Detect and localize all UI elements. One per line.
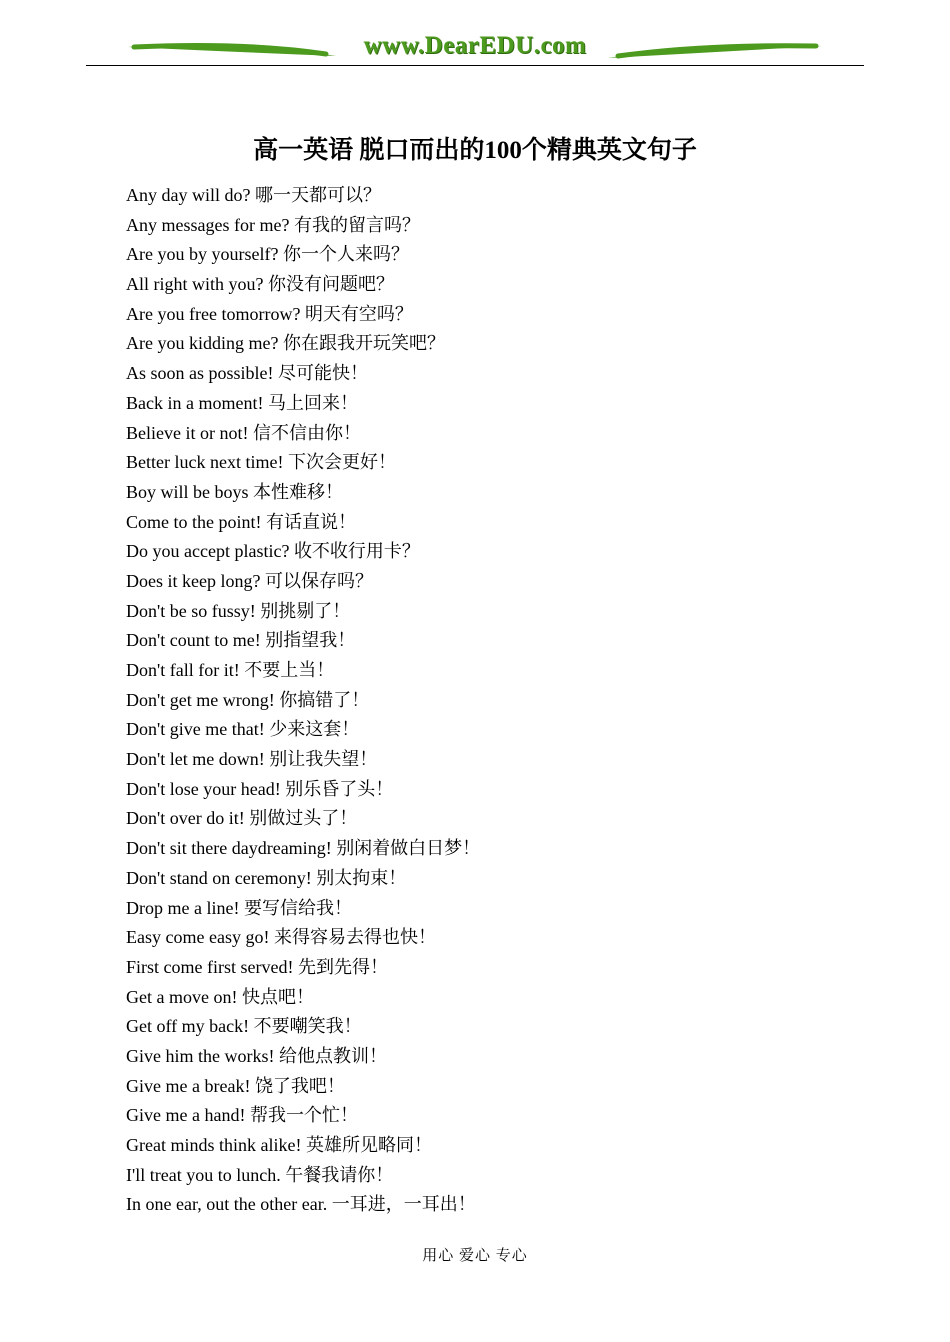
phrase-item xyxy=(126,567,480,597)
phrase-chinese: 饶了我吧！ xyxy=(254,1075,345,1096)
phrase-english: Don't count to me! xyxy=(126,630,261,651)
phrase-chinese: 别挑剔了！ xyxy=(260,600,351,621)
phrase-chinese: 收不收行用卡？ xyxy=(293,541,420,562)
phrase-chinese: 帮我一个忙！ xyxy=(249,1105,358,1126)
phrase-item xyxy=(126,211,480,241)
phrase-item xyxy=(126,923,480,953)
phrase-english: Don't give me that! xyxy=(126,719,265,740)
phrase-english: Are you kidding me? xyxy=(126,333,279,354)
phrase-item xyxy=(126,329,480,359)
phrase-english: Any day will do? xyxy=(126,185,251,205)
phrase-english: As soon as possible! xyxy=(126,363,274,384)
phrase-english: Don't get me wrong! xyxy=(126,689,275,710)
phrase-chinese: 别乐昏了头！ xyxy=(285,778,394,799)
phrase-item xyxy=(126,270,480,300)
phrase-chinese: 少来这套！ xyxy=(269,719,360,740)
phrase-item xyxy=(126,715,480,745)
phrase-english: Don't sit there daydreaming! xyxy=(126,838,332,859)
phrase-list xyxy=(126,181,480,1220)
phrase-chinese: 你搞错了！ xyxy=(279,689,370,710)
phrase-chinese: 不要嘲笑我！ xyxy=(253,1016,362,1037)
phrase-english: Easy come easy go! xyxy=(126,927,270,948)
phrase-chinese: 下次会更好！ xyxy=(287,452,396,473)
phrase-chinese: 可以保存吗？ xyxy=(264,570,373,591)
phrase-chinese: 给他点教训！ xyxy=(278,1045,387,1066)
phrase-english: Don't fall for it! xyxy=(126,660,240,680)
document-title: 高一英语 脱口而出的100个精典英文句子 xyxy=(253,137,697,164)
phrase-english: Believe it or not! xyxy=(126,422,249,443)
phrase-english: Don't over do it! xyxy=(126,808,245,829)
phrase-item xyxy=(126,1101,480,1131)
phrase-item xyxy=(126,300,480,330)
phrase-english: Back in a moment! xyxy=(126,392,264,413)
phrase-item xyxy=(126,953,480,983)
phrase-english: Don't stand on ceremony! xyxy=(126,867,312,888)
phrase-english: Come to the point! xyxy=(126,511,262,532)
phrase-chinese: 你一个人来吗？ xyxy=(282,244,409,265)
phrase-english: Give me a hand! xyxy=(126,1105,246,1126)
phrase-english: Get off my back! xyxy=(126,1016,250,1037)
phrase-item xyxy=(126,181,480,211)
page-header xyxy=(86,30,864,68)
phrase-chinese: 来得容易去得也快！ xyxy=(273,927,436,948)
phrase-item xyxy=(126,448,480,478)
phrase-chinese: 明天有空吗？ xyxy=(304,303,413,324)
phrase-chinese: 尽可能快！ xyxy=(278,363,368,384)
phrase-item xyxy=(126,508,480,538)
phrase-chinese: 马上回来！ xyxy=(267,392,358,413)
site-logo-text: www.DearEDU.com xyxy=(363,32,587,59)
phrase-chinese: 你在跟我开玩笑吧？ xyxy=(282,333,445,354)
phrase-english: Don't lose your head! xyxy=(126,778,281,799)
phrase-item xyxy=(126,834,480,864)
phrase-english: All right with you? xyxy=(126,274,264,295)
phrase-chinese: 午餐我请你！ xyxy=(285,1164,394,1185)
phrase-item xyxy=(126,745,480,775)
phrase-english: Don't be so fussy! xyxy=(126,600,256,621)
phrase-english: Boy will be boys xyxy=(126,481,249,502)
phrase-english: Drop me a line! xyxy=(126,897,240,918)
header-divider xyxy=(86,65,864,66)
phrase-chinese: 别太拘束！ xyxy=(316,867,407,888)
phrase-english: Better luck next time! xyxy=(126,452,284,473)
phrase-item xyxy=(126,1161,480,1191)
phrase-english: I'll treat you to lunch. xyxy=(126,1164,281,1185)
phrase-item xyxy=(126,983,480,1013)
phrase-item xyxy=(126,1072,480,1102)
phrase-chinese: 别做过头了！ xyxy=(249,808,358,829)
phrase-chinese: 有我的留言吗？ xyxy=(293,214,420,235)
phrase-item xyxy=(126,419,480,449)
phrase-chinese: 先到先得！ xyxy=(297,956,388,977)
phrase-item xyxy=(126,1131,480,1161)
phrase-english: Are you free tomorrow? xyxy=(126,303,301,324)
phrase-chinese: 你没有问题吧？ xyxy=(268,274,394,295)
phrase-item xyxy=(126,240,480,270)
phrase-item xyxy=(126,1012,480,1042)
phrase-chinese: 别让我失望！ xyxy=(269,749,378,770)
phrase-chinese: 别指望我！ xyxy=(265,630,356,651)
phrase-english: Give me a break! xyxy=(126,1075,251,1096)
phrase-chinese: 不要上当！ xyxy=(244,660,335,680)
phrase-chinese: 本性难移！ xyxy=(253,481,344,502)
phrase-item xyxy=(126,626,480,656)
phrase-item xyxy=(126,1190,480,1220)
phrase-item xyxy=(126,359,480,389)
page-footer: 用心 爱心 专心 xyxy=(422,1248,528,1264)
phrase-english: Give him the works! xyxy=(126,1045,275,1066)
phrase-chinese: 哪一天都可以？ xyxy=(254,185,381,205)
phrase-item xyxy=(126,478,480,508)
phrase-english: Get a move on! xyxy=(126,986,238,1007)
phrase-chinese: 有话直说！ xyxy=(265,511,356,532)
phrase-english: Do you accept plastic? xyxy=(126,541,290,562)
phrase-english: In one ear, out the other ear. xyxy=(126,1194,328,1215)
phrase-english: Great minds think alike! xyxy=(126,1135,302,1155)
phrase-item xyxy=(126,656,480,686)
phrase-item xyxy=(126,775,480,805)
phrase-item xyxy=(126,894,480,924)
phrase-chinese: 一耳进，一耳出！ xyxy=(331,1194,476,1215)
phrase-english: Any messages for me? xyxy=(126,214,290,235)
phrase-item xyxy=(126,686,480,716)
phrase-english: Are you by yourself? xyxy=(126,244,279,265)
phrase-chinese: 信不信由你！ xyxy=(252,422,361,443)
phrase-english: Does it keep long? xyxy=(126,570,261,591)
phrase-item xyxy=(126,389,480,419)
phrase-item xyxy=(126,864,480,894)
phrase-english: Don't let me down! xyxy=(126,749,265,770)
phrase-item xyxy=(126,1042,480,1072)
phrase-english: First come first served! xyxy=(126,956,294,977)
phrase-item xyxy=(126,537,480,567)
phrase-chinese: 英雄所见略同！ xyxy=(305,1135,432,1155)
phrase-chinese: 别闲着做白日梦！ xyxy=(336,838,481,859)
phrase-chinese: 要写信给我！ xyxy=(243,897,352,918)
phrase-item xyxy=(126,804,480,834)
phrase-chinese: 快点吧！ xyxy=(241,986,314,1007)
phrase-item xyxy=(126,597,480,627)
